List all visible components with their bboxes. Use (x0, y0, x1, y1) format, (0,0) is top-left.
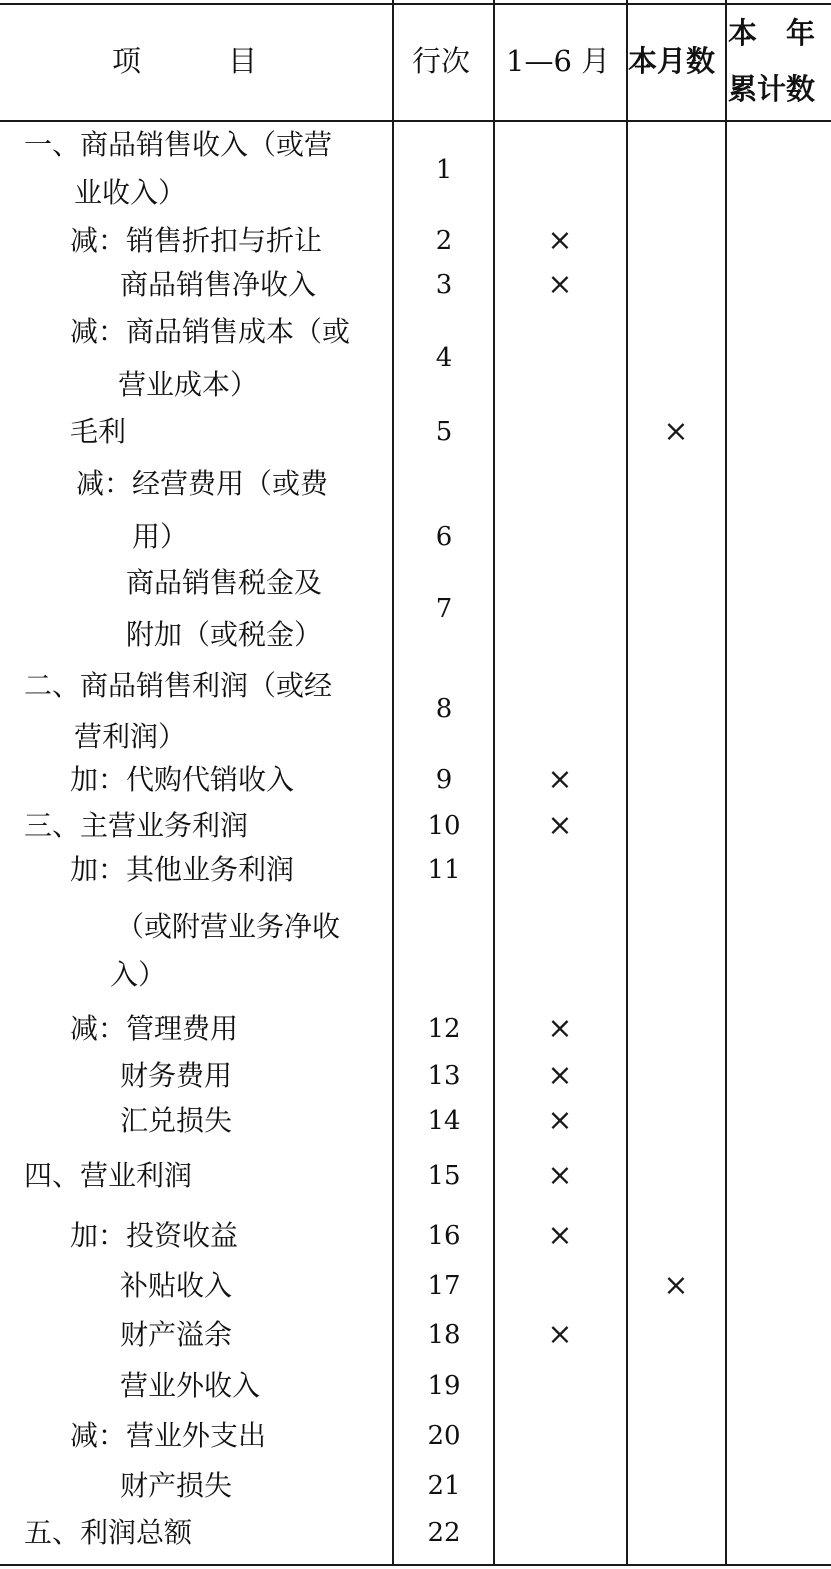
row-label: 商品销售税金及 (126, 566, 323, 599)
row-label: 附加（或税金） (126, 618, 323, 651)
row-label: 营业成本） (118, 368, 259, 401)
row-label: 加：投资收益 (70, 1219, 239, 1252)
row-label: 四、营业利润 (24, 1159, 193, 1192)
row-label: 营业外收入 (120, 1369, 261, 1402)
row-label: 二、商品销售利润（或经 (24, 669, 333, 702)
row-line-number: 19 (427, 1371, 461, 1401)
header-line-no: 行次 (412, 44, 471, 78)
cross-mark: × (663, 414, 689, 449)
row-label: 业收入） (74, 176, 187, 209)
row-label: 用） (132, 520, 189, 553)
header-ytd-top: 本 年 (728, 16, 816, 50)
row-line-number: 9 (435, 765, 453, 795)
row-line-number: 13 (427, 1061, 461, 1091)
row-label: 毛利 (70, 415, 127, 448)
cross-mark: × (547, 808, 573, 843)
row-line-number: 6 (435, 522, 453, 552)
row-line-number: 4 (435, 343, 453, 373)
cross-mark: × (547, 1011, 573, 1046)
row-label: 五、利润总额 (24, 1516, 193, 1549)
cross-mark: × (547, 1317, 573, 1352)
cross-mark: × (547, 762, 573, 797)
row-label: 商品销售净收入 (120, 268, 317, 301)
column-divider (725, 0, 727, 1566)
row-line-number: 15 (427, 1161, 461, 1191)
row-label: 财产溢余 (120, 1318, 233, 1351)
cross-mark: × (663, 1268, 689, 1303)
row-line-number: 16 (427, 1221, 461, 1251)
row-line-number: 20 (427, 1421, 461, 1451)
row-line-number: 8 (435, 694, 453, 724)
header-jan-jun: 1—6 月 (506, 44, 611, 78)
header-this-month: 本月数 (628, 44, 716, 78)
row-line-number: 21 (427, 1471, 461, 1501)
row-line-number: 12 (427, 1014, 461, 1044)
column-divider (626, 0, 628, 1566)
row-line-number: 17 (427, 1271, 461, 1301)
row-label: 营利润） (74, 720, 187, 753)
cross-mark: × (547, 1218, 573, 1253)
cross-mark: × (547, 267, 573, 302)
row-label: 减：营业外支出 (70, 1419, 267, 1452)
header-bottom-rule (0, 120, 831, 122)
row-line-number: 11 (427, 855, 461, 885)
row-label: 减：经营费用（或费 (76, 467, 329, 500)
row-line-number: 22 (427, 1518, 461, 1548)
row-line-number: 18 (427, 1320, 461, 1350)
row-label: 汇兑损失 (120, 1104, 233, 1137)
row-label: 减：商品销售成本（或 (70, 315, 351, 348)
row-label: 入） (110, 958, 167, 991)
header-ytd-bottom: 累计数 (728, 72, 816, 106)
row-line-number: 5 (435, 417, 453, 447)
row-label: 补贴收入 (120, 1269, 233, 1302)
row-line-number: 2 (435, 226, 453, 256)
row-label: （或附营业务净收 (116, 910, 341, 943)
row-label: 减：管理费用 (70, 1012, 239, 1045)
cross-mark: × (547, 1103, 573, 1138)
row-line-number: 1 (435, 155, 453, 185)
row-label: 减：销售折扣与折让 (70, 224, 323, 257)
row-label: 加：其他业务利润 (70, 853, 295, 886)
table-top-rule (0, 3, 831, 5)
row-label: 一、商品销售收入（或营 (24, 128, 333, 161)
row-label: 财务费用 (120, 1059, 233, 1092)
row-line-number: 14 (427, 1106, 461, 1136)
row-line-number: 3 (435, 270, 453, 300)
row-line-number: 7 (435, 594, 453, 624)
row-label: 财产损失 (120, 1469, 233, 1502)
cross-mark: × (547, 1158, 573, 1193)
row-label: 三、主营业务利润 (24, 809, 249, 842)
row-label: 加：代购代销收入 (70, 763, 295, 796)
cross-mark: × (547, 223, 573, 258)
table-bottom-rule (0, 1564, 831, 1566)
header-item: 项 目 (112, 44, 258, 78)
row-line-number: 10 (427, 811, 461, 841)
cross-mark: × (547, 1058, 573, 1093)
